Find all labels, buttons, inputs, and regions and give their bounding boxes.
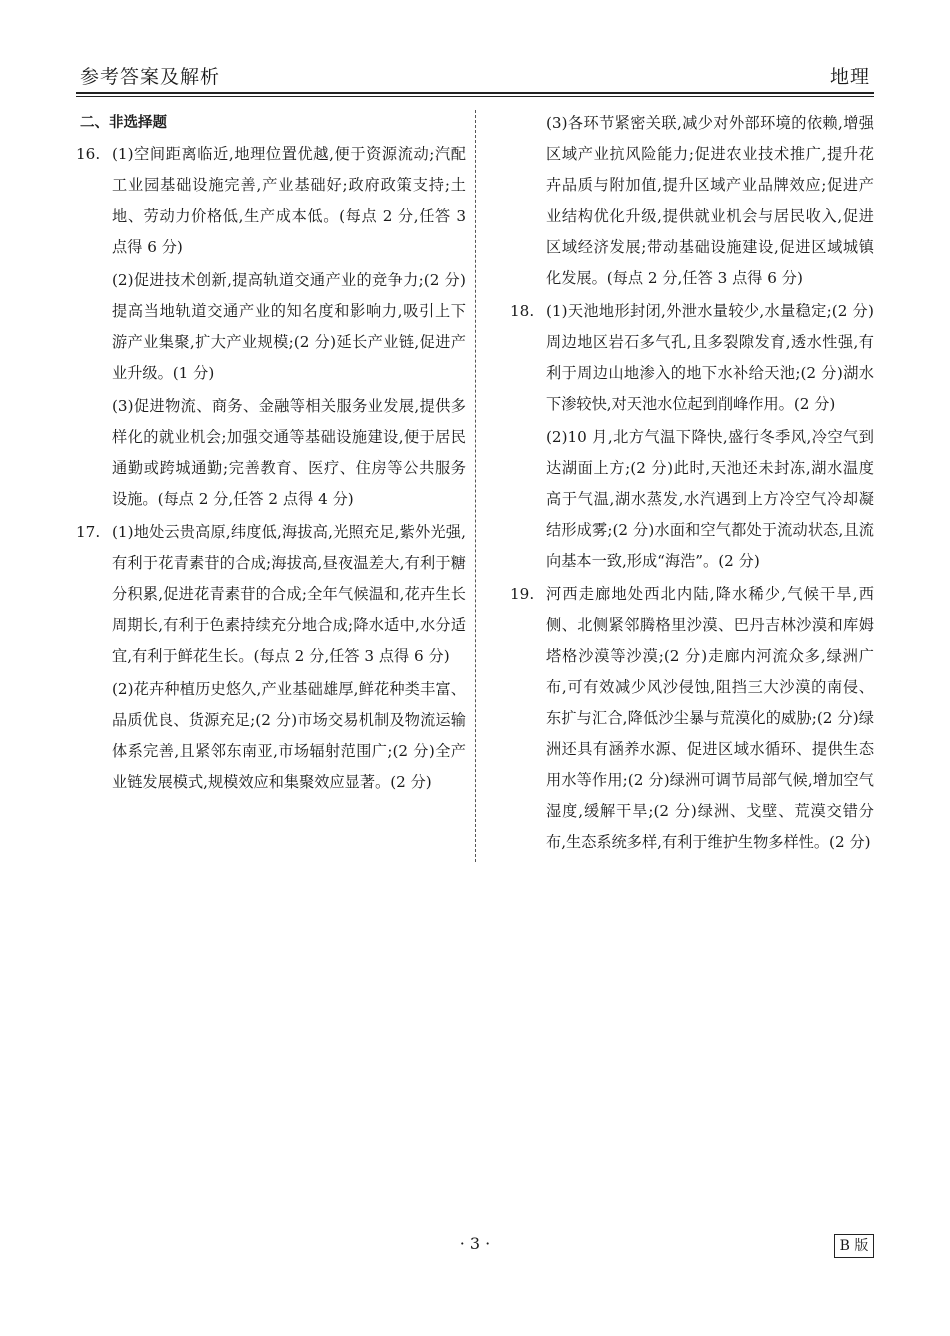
left-column bbox=[76, 108, 466, 800]
right-column bbox=[510, 108, 874, 860]
question-19 bbox=[510, 579, 874, 858]
question-16 bbox=[76, 139, 466, 515]
question-number: 17. bbox=[76, 523, 101, 541]
answer-part: (3)各环节紧密关联,减少对外部环境的依赖,增强区域产业抗风险能力;促进农业技术推广,提升花卉品质与附加值,提升区域产业品牌效应;促进产业结构优化升级,提供就业机会与居民收入,促进区域经济发展;带动基础设施建设,促进区域城镇化发展。(每点 2 分,任答 3 点得 6 分) bbox=[546, 114, 874, 287]
answer-part: (2)促进技术创新,提高轨道交通产业的竞争力;(2 分)提高当地轨道交通产业的知名度和影响力,吸引上下游产业集聚,扩大产业规模;(2 分)延长产业链,促进产业升级。(1 分) bbox=[112, 271, 466, 382]
version-badge: B 版 bbox=[834, 1234, 874, 1258]
answer-part: (2)10 月,北方气温下降快,盛行冬季风,冷空气到达湖面上方;(2 分)此时,天池还未封冻,湖水温度高于气温,湖水蒸发,水汽遇到上方冷空气冷却凝结形成雾;(2 分)水面和空气都处于流动状态,且流向基本一致,形成“海浩”。(2 分) bbox=[546, 428, 874, 570]
header-title: 参考答案及解析 bbox=[80, 66, 221, 88]
question-number: 16. bbox=[76, 145, 101, 163]
answer-part: 河西走廊地处西北内陆,降水稀少,气候干旱,西侧、北侧紧邻腾格里沙漠、巴丹吉林沙漠和库姆塔格沙漠等沙漠;(2 分)走廊内河流众多,绿洲广布,可有效减少风沙侵蚀,阻挡三大沙漠的南侵、东扩与汇合,降低沙尘暴与荒漠化的威胁;(2 分)绿洲还具有涵养水源、促进区域水循环、提供生态用水等作用;(2 分)绿洲可调节局部气候,增加空气湿度,缓解干旱;(2 分)绿洲、戈壁、荒漠交错分布,生态系统多样,有利于维护生物多样性。(2 分) bbox=[546, 585, 874, 851]
question-number: 19. bbox=[510, 585, 535, 603]
page-number: · 3 · bbox=[459, 1234, 491, 1253]
header-subject: 地理 bbox=[829, 66, 870, 88]
header-rule-thick bbox=[76, 92, 874, 94]
question-18 bbox=[510, 296, 874, 577]
question-number: 18. bbox=[510, 302, 535, 320]
question-17-continuation bbox=[510, 108, 874, 294]
question-17 bbox=[76, 517, 466, 798]
answer-part: (1)天池地形封闭,外泄水量较少,水量稳定;(2 分)周边地区岩石多气孔,且多裂隙发育,透水性强,有利于周边山地渗入的地下水补给天池;(2 分)湖水下渗较快,对天池水位起到削峰作用。(2 分) bbox=[546, 302, 874, 413]
answer-part: (1)地处云贵高原,纬度低,海拔高,光照充足,紫外光强,有利于花青素苷的合成;海拔高,昼夜温差大,有利于糖分积累,促进花青素苷的合成;全年气候温和,花卉生长周期长,有利于色素持续充分地合成;降水适中,水分适宜,有利于鲜花生长。(每点 2 分,任答 3 点得 6 分) bbox=[112, 523, 466, 665]
page-header bbox=[76, 58, 874, 90]
answer-part: (2)花卉种植历史悠久,产业基础雄厚,鲜花种类丰富、品质优良、货源充足;(2 分)市场交易机制及物流运输体系完善,且紧邻东南亚,市场辐射范围广;(2 分)全产业链发展模式,规模效应和集聚效应显著。(2 分) bbox=[112, 680, 466, 791]
column-divider bbox=[475, 110, 476, 862]
answer-part: (3)促进物流、商务、金融等相关服务业发展,提供多样化的就业机会;加强交通等基础设施建设,便于居民通勤或跨城通勤;完善教育、医疗、住房等公共服务设施。(每点 2 分,任答 2 点得 4 分) bbox=[112, 397, 466, 508]
section-title: 二、非选择题 bbox=[80, 115, 167, 131]
answer-part: (1)空间距离临近,地理位置优越,便于资源流动;汽配工业园基础设施完善,产业基础好;政府政策支持;土地、劳动力价格低,生产成本低。(每点 2 分,任答 3 点得 6 分) bbox=[112, 145, 466, 256]
header-rule-thin bbox=[76, 96, 874, 97]
